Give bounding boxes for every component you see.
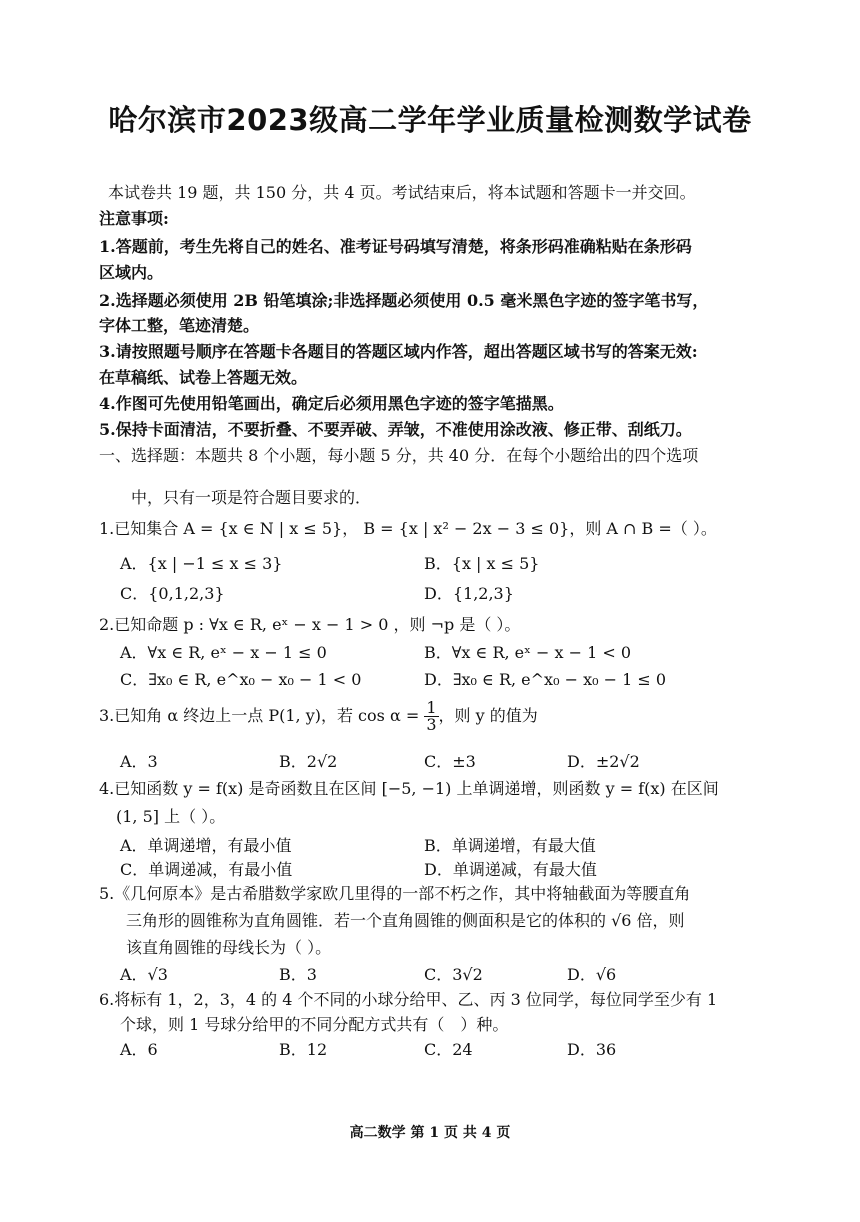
question-5-option-a: A．√3 <box>120 965 168 984</box>
question-6-option-b: B．12 <box>279 1040 328 1059</box>
question-3-option-d: D．±2√2 <box>567 752 640 771</box>
fraction-numerator: 1 <box>426 698 437 717</box>
question-3-stem-b: ，则 y 的值为 <box>438 706 538 725</box>
question-5-stem-line-3: 该直角圆锥的母线长为（ ）。 <box>126 938 332 957</box>
question-2-option-a: A．∀x ∈ R, eˣ − x − 1 ≤ 0 <box>120 643 327 662</box>
question-1-stem: 1.已知集合 A = {x ∈ N | x ≤ 5}， B = {x | x² − 2x − 3 ≤ 0}，则 A ∩ B =（ ）。 <box>99 519 717 538</box>
question-1-option-d: D．{1,2,3} <box>424 584 514 603</box>
note-1-line-2: 区域内。 <box>99 263 164 282</box>
question-6-option-c: C．24 <box>424 1040 473 1059</box>
question-4-option-d: D．单调递减，有最大值 <box>424 860 597 879</box>
note-3-line-1: 3.请按照题号顺序在答题卡各题目的答题区域内作答，超出答题区域书写的答案无效: <box>99 342 698 361</box>
note-2-line-2: 字体工整，笔迹清楚。 <box>99 316 260 335</box>
section-heading-line-2: 中，只有一项是符合题目要求的． <box>131 488 372 507</box>
question-2-option-d: D．∃x₀ ∈ R, e^x₀ − x₀ − 1 ≤ 0 <box>424 670 667 689</box>
note-1-line-1: 1.答题前，考生先将自己的姓名、准考证号码填写清楚，将条形码准确粘贴在条形码 <box>99 237 692 256</box>
note-2-line-1: 2.选择题必须使用 2B 铅笔填涂;非选择题必须使用 0.5 毫米黑色字迹的签字笔书写， <box>99 291 709 310</box>
question-4-option-b: B．单调递增，有最大值 <box>424 836 596 855</box>
section-heading-line-1: 一、选择题：本题共 8 个小题，每小题 5 分，共 40 分．在每个小题给出的四个选项 <box>99 446 699 465</box>
question-1-option-a: A．{x | −1 ≤ x ≤ 3} <box>120 554 283 573</box>
note-3-line-2: 在草稿纸、试卷上答题无效。 <box>99 368 308 387</box>
question-1-option-b: B．{x | x ≤ 5} <box>424 554 540 573</box>
question-6-stem-line-2: 个球，则 1 号球分给甲的不同分配方式共有（ ）种。 <box>120 1015 509 1034</box>
question-4-stem-line-1: 4.已知函数 y = f(x) 是奇函数且在区间 [−5, −1) 上单调递增，则函数 y = f(x) 在区间 <box>99 779 719 798</box>
fraction-denominator: 3 <box>426 715 437 734</box>
page-title: 哈尔滨市2023级高二学年学业质量检测数学试卷 <box>108 103 752 137</box>
question-3-option-c: C．±3 <box>424 752 476 771</box>
intro-text: 本试卷共 19 题，共 150 分，共 4 页。考试结束后，将本试题和答题卡一并交回。 <box>108 183 696 202</box>
question-2-stem: 2.已知命题 p : ∀x ∈ R, eˣ − x − 1 > 0 ，则 ¬p 是（ ）。 <box>99 615 521 634</box>
question-3-stem <box>99 700 538 733</box>
note-5: 5.保持卡面清洁，不要折叠、不要弄破、弄皱，不准使用涂改液、修正带、刮纸刀。 <box>99 420 692 439</box>
question-4-option-c: C．单调递减，有最小值 <box>120 860 293 879</box>
notes-header: 注意事项: <box>99 209 169 228</box>
question-3-stem-a: 3.已知角 α 终边上一点 P(1, y)，若 cos α = <box>99 706 425 725</box>
question-2-option-c: C．∃x₀ ∈ R, e^x₀ − x₀ − 1 < 0 <box>120 670 362 689</box>
question-6-option-d: D．36 <box>567 1040 617 1059</box>
question-4-option-a: A．单调递增，有最小值 <box>120 836 292 855</box>
question-5-stem-line-2: 三角形的圆锥称为直角圆锥．若一个直角圆锥的侧面积是它的体积的 √6 倍，则 <box>126 911 685 930</box>
note-4: 4.作图可先使用铅笔画出，确定后必须用黑色字迹的签字笔描黑。 <box>99 394 564 413</box>
question-1-option-c: C．{0,1,2,3} <box>120 584 225 603</box>
question-3-option-a: A．3 <box>120 752 158 771</box>
question-5-stem-line-1: 5.《几何原本》是古希腊数学家欧几里得的一部不朽之作，其中将轴截面为等腰直角 <box>99 884 691 903</box>
page-footer: 高二数学 第 1 页 共 4 页 <box>349 1125 511 1141</box>
question-6-option-a: A．6 <box>120 1040 158 1059</box>
question-6-stem-line-1: 6.将标有 1，2，3，4 的 4 个不同的小球分给甲、乙、丙 3 位同学，每位同学至少有 1 <box>99 990 718 1009</box>
question-3-option-b: B．2√2 <box>279 752 338 771</box>
question-5-option-b: B．3 <box>279 965 317 984</box>
question-5-option-d: D．√6 <box>567 965 617 984</box>
question-2-option-b: B．∀x ∈ R, eˣ − x − 1 < 0 <box>424 643 632 662</box>
question-5-option-c: C．3√2 <box>424 965 483 984</box>
question-4-stem-line-2: (1, 5] 上（ ）。 <box>116 807 226 826</box>
cos-fraction <box>424 700 438 733</box>
